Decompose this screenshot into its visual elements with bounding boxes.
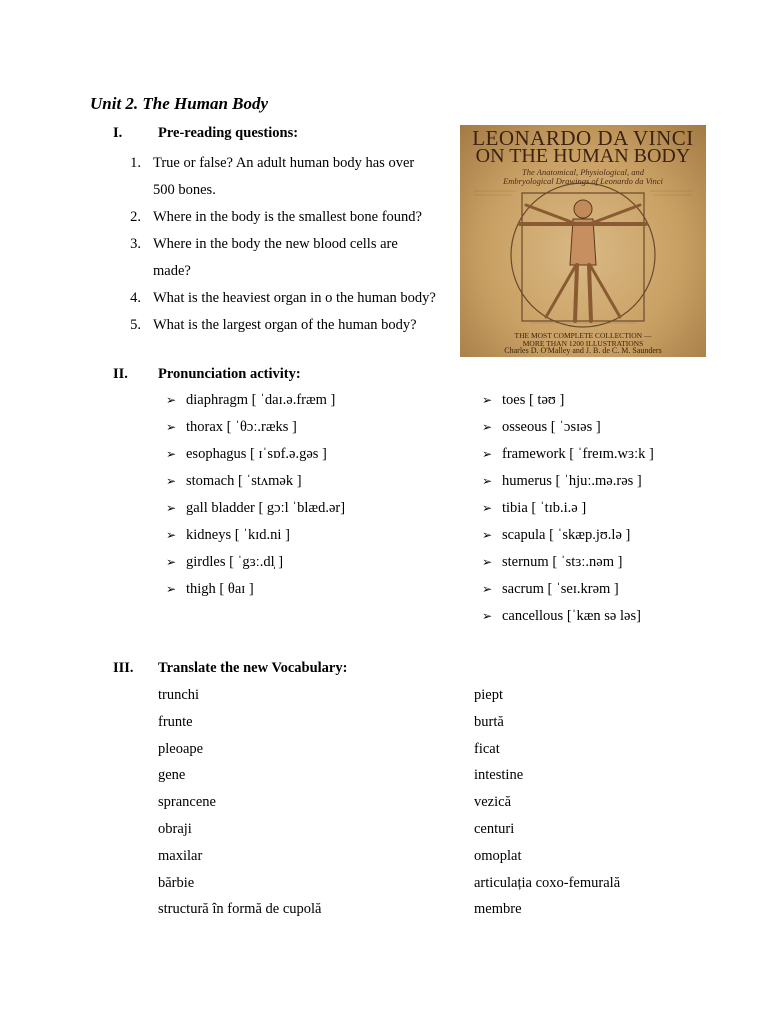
vocabulary-item: burtă — [474, 713, 504, 730]
vocabulary-item: vezică — [474, 794, 512, 811]
question-item — [123, 231, 453, 285]
arrow-bullet-icon: ➢ — [166, 555, 177, 569]
pronunciation-item — [478, 522, 768, 549]
arrow-bullet-icon: ➢ — [166, 501, 177, 515]
pronunciation-item — [162, 549, 452, 576]
question-text-line: 500 bones. — [153, 182, 216, 198]
section-2-title: Pronunciation activity: — [158, 366, 301, 382]
pronunciation-text: diaphragm [ ˈdaɪ.ə.fræm ] — [186, 392, 336, 408]
arrow-bullet-icon: ➢ — [166, 447, 177, 461]
pronunciation-item — [478, 414, 768, 441]
section-3-numeral: III. — [113, 660, 134, 676]
pronunciation-item — [478, 603, 768, 630]
pronunciation-text: girdles [ ˈgɜː.dl̩ ] — [186, 554, 284, 570]
vocabulary-item: gene — [158, 767, 186, 784]
arrow-bullet-icon: ➢ — [482, 420, 493, 434]
question-item — [123, 150, 453, 204]
section-1-numeral: I. — [113, 125, 123, 141]
arrow-bullet-icon: ➢ — [482, 528, 493, 542]
arrow-bullet-icon: ➢ — [482, 393, 493, 407]
pronunciation-text: kidneys [ ˈkɪd.ni ] — [186, 527, 290, 543]
arrow-bullet-icon: ➢ — [166, 393, 177, 407]
pronunciation-text: thigh [ θaɪ ] — [186, 581, 254, 597]
vocabulary-list-right — [474, 682, 768, 923]
pronunciation-item — [478, 576, 768, 603]
pronunciation-list-right — [478, 387, 768, 630]
pronunciation-item — [478, 549, 768, 576]
vocabulary-item: omoplat — [474, 847, 522, 864]
pronunciation-text: sacrum [ ˈseɪ.krəm ] — [502, 581, 619, 597]
cover-authors: Charles D. O'Malley and J. B. de C. M. Saunders — [504, 346, 662, 355]
vocabulary-item: maxilar — [158, 847, 203, 864]
pronunciation-text: toes [ təʊ ] — [502, 392, 565, 408]
question-text-line: What is the largest organ of the human body? — [153, 317, 417, 333]
question-text-line: Where in the body the new blood cells are — [153, 236, 398, 252]
pronunciation-item — [162, 576, 452, 603]
pronunciation-item — [478, 441, 768, 468]
pronunciation-item — [478, 468, 768, 495]
cover-subtitle-line-1: The Anatomical, Physiological, and — [522, 167, 644, 177]
pronunciation-text: tibia [ ˈtɪb.i.ə ] — [502, 500, 587, 516]
section-3-title: Translate the new Vocabulary: — [158, 660, 348, 676]
question-number: 3. — [130, 236, 141, 252]
vocabulary-item: bărbie — [158, 874, 195, 891]
pronunciation-text: framework [ ˈfreɪm.wɜːk ] — [502, 446, 654, 462]
vocabulary-item: obraji — [158, 820, 192, 837]
pronunciation-list-left — [162, 387, 452, 603]
cover-bottom-line-1: THE MOST COMPLETE COLLECTION — — [514, 331, 652, 340]
pronunciation-text: gall bladder [ gɔːl ˈblæd.ər] — [186, 500, 346, 516]
page-title: Unit 2. The Human Body — [90, 94, 269, 113]
pronunciation-item — [478, 495, 768, 522]
arrow-bullet-icon: ➢ — [482, 555, 493, 569]
arrow-bullet-icon: ➢ — [482, 447, 493, 461]
pronunciation-text: esophagus [ ɪˈsɒf.ə.gəs ] — [186, 446, 327, 462]
pronunciation-item — [162, 414, 452, 441]
pronunciation-text: humerus [ ˈhjuː.mə.rəs ] — [502, 473, 642, 489]
pronunciation-text: sternum [ ˈstɜː.nəm ] — [502, 554, 623, 570]
arrow-bullet-icon: ➢ — [482, 474, 493, 488]
pronunciation-item — [162, 522, 452, 549]
vocabulary-item: frunte — [158, 713, 193, 730]
arrow-bullet-icon: ➢ — [166, 420, 177, 434]
question-text-line: Where in the body is the smallest bone found? — [153, 209, 422, 225]
question-number: 4. — [130, 290, 141, 306]
vocabulary-item: pleoape — [158, 740, 204, 757]
pronunciation-text: cancellous [ˈkæn sə ləs] — [502, 608, 641, 624]
vocabulary-item: piept — [474, 687, 503, 703]
pronunciation-item — [162, 495, 452, 522]
vocabulary-item: structură în formă de cupolă — [158, 901, 322, 918]
arrow-bullet-icon: ➢ — [482, 609, 493, 623]
pronunciation-item — [478, 387, 768, 414]
arrow-bullet-icon: ➢ — [166, 474, 177, 488]
pronunciation-item — [162, 468, 452, 495]
arrow-bullet-icon: ➢ — [482, 582, 493, 596]
vocabulary-item: centuri — [474, 820, 515, 837]
pronunciation-item — [162, 387, 452, 414]
vocabulary-item: ficat — [474, 740, 500, 757]
cover-bottom-line-2: MORE THAN 1200 ILLUSTRATIONS — [522, 339, 644, 348]
question-item — [123, 285, 453, 312]
vocabulary-item: trunchi — [158, 687, 200, 703]
pronunciation-text: stomach [ ˈstʌmək ] — [186, 473, 302, 489]
question-list — [123, 150, 453, 339]
vocabulary-item: membre — [474, 901, 522, 918]
pronunciation-item — [162, 441, 452, 468]
question-number: 1. — [130, 155, 141, 171]
section-1-title: Pre-reading questions: — [158, 125, 299, 141]
cover-subtitle-line-2: Embryological Drawings of Leonardo da Vinci — [503, 176, 663, 186]
section-2-numeral: II. — [113, 366, 128, 382]
pronunciation-text: thorax [ ˈθɔː.ræks ] — [186, 419, 297, 435]
pronunciation-text: scapula [ ˈskæp.jʊ.lə ] — [502, 527, 631, 543]
question-number: 5. — [130, 317, 141, 333]
question-item — [123, 312, 453, 339]
cover-subtitle — [460, 168, 706, 186]
vocabulary-item: articulația coxo-femurală — [474, 874, 621, 891]
cover-title-line-1: LEONARDO DA VINCI — [472, 126, 694, 150]
question-item — [123, 204, 453, 231]
arrow-bullet-icon: ➢ — [166, 582, 177, 596]
pronunciation-text: osseous [ ˈɔsɪəs ] — [502, 419, 601, 435]
cover-title-line-2: ON THE HUMAN BODY — [475, 145, 691, 167]
question-number: 2. — [130, 209, 141, 225]
vocabulary-item: sprancene — [158, 794, 216, 811]
arrow-bullet-icon: ➢ — [166, 528, 177, 542]
arrow-bullet-icon: ➢ — [482, 501, 493, 515]
question-text-line: What is the heaviest organ in o the human body? — [153, 290, 436, 306]
vocabulary-list-left — [158, 682, 458, 923]
book-cover-image — [460, 125, 706, 357]
vocabulary-item: intestine — [474, 767, 524, 784]
question-text-line: made? — [153, 263, 191, 279]
question-text-line: True or false? An adult human body has over — [153, 155, 415, 171]
